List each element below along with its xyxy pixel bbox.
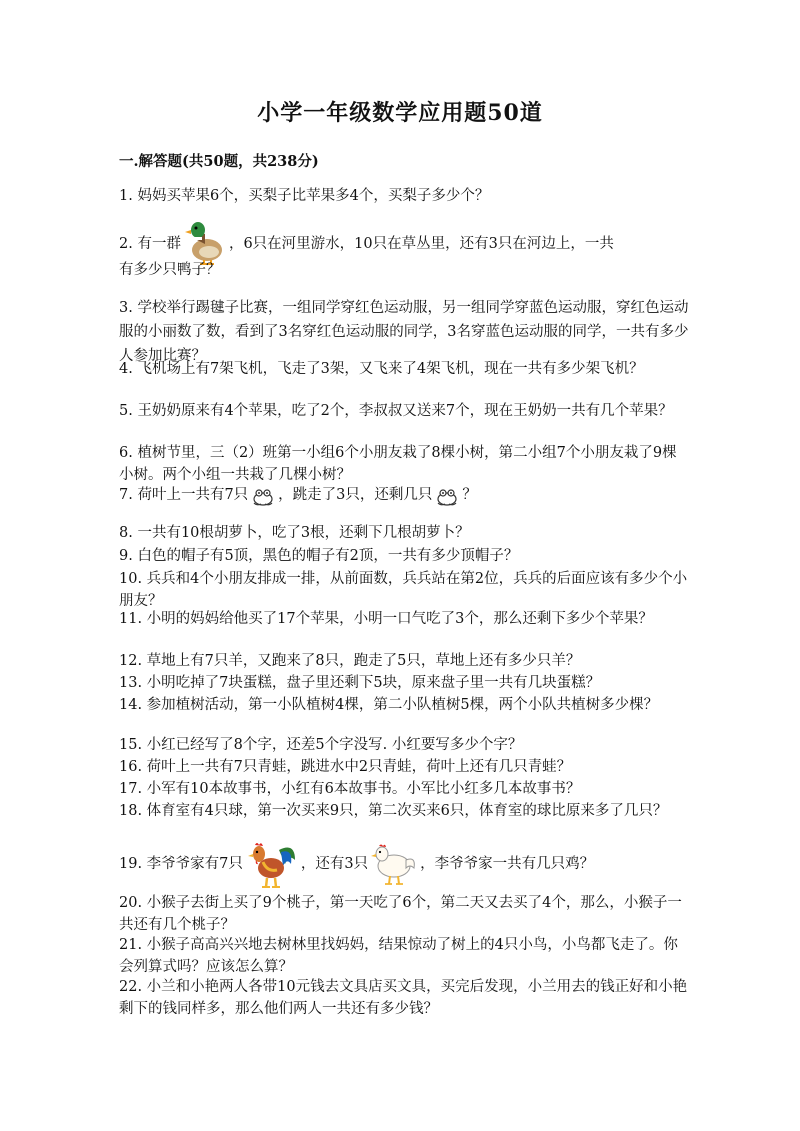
question-12: 12. 草地上有7只羊，又跑来了8只，跑走了5只，草地上还有多少只羊？ bbox=[119, 653, 581, 669]
question-8: 8. 一共有10根胡萝卜，吃了3根，还剩下几根胡萝卜？ bbox=[119, 525, 470, 541]
question-3: 3. 学校举行踢毽子比赛，一组同学穿红色运动服，另一组同学穿蓝色运动服，穿红色运动服的小丽数了数，看到了3名穿红色运动服的同学，3名穿蓝色运动服的同学，一共有多少人参加比赛？ bbox=[119, 300, 689, 364]
question-14: 14. 参加植树活动，第一小队植树4棵，第二小队植树5棵，两个小队共植树多少棵？ bbox=[119, 697, 659, 713]
question-4: 4. 飞机场上有7架飞机，飞走了3架，又飞来了4架飞机，现在一共有多少架飞机？ bbox=[119, 361, 644, 377]
hen-icon bbox=[370, 840, 418, 888]
frog-icon bbox=[251, 487, 275, 507]
rooster-icon bbox=[245, 838, 299, 890]
question-1: 1. 妈妈买苹果6个，买梨子比苹果多4个，买梨子多少个？ bbox=[119, 188, 490, 204]
question-20: 20. 小猴子去街上买了9个桃子，第一天吃了6个，第二天又去买了4个，那么，小猴子一共还有几个桃子？ bbox=[119, 895, 682, 933]
question-7-part-c: ？ bbox=[462, 487, 477, 503]
question-6: 6. 植树节里，三（2）班第一小组6个小朋友栽了8棵小树，第二小组7个小朋友栽了9棵小树。两个小组一共栽了几棵小树？ bbox=[119, 445, 677, 483]
question-22: 22. 小兰和小艳两人各带10元钱去文具店买文具，买完后发现，小兰用去的钱正好和小艳剩下的钱同样多，那么他们两人一共还有多少钱？ bbox=[119, 979, 688, 1017]
question-2-part-b: ，6只在河里游水，10只在草丛里，还有3只在河边上，一共 bbox=[228, 236, 614, 252]
question-13: 13. 小明吃掉了7块蛋糕，盘子里还剩下5块，原来盘子里一共有几块蛋糕？ bbox=[119, 675, 601, 691]
question-18: 18. 体育室有4只球，第一次买来9只，第二次买来6只，体育室的球比原来多了几只？ bbox=[119, 803, 668, 819]
frog-icon bbox=[435, 487, 459, 507]
question-10: 10. 兵兵和4个小朋友排成一排，从前面数，兵兵站在第2位，兵兵的后面应该有多少个小朋友？ bbox=[119, 571, 688, 609]
question-19-part-b: ，还有3只 bbox=[300, 856, 369, 872]
question-16: 16. 荷叶上一共有7只青蛙，跳进水中2只青蛙，荷叶上还有几只青蛙？ bbox=[119, 759, 572, 775]
question-7-part-a: 7. 荷叶上一共有7只 bbox=[119, 487, 249, 503]
question-2-part-a: 2. 有一群 bbox=[119, 236, 181, 252]
question-7 bbox=[119, 484, 689, 507]
question-2-continued: 有多少只鸭子？ bbox=[119, 262, 221, 278]
question-19 bbox=[119, 838, 689, 890]
question-9: 9. 白色的帽子有5顶，黑色的帽子有2顶，一共有多少顶帽子？ bbox=[119, 548, 519, 564]
question-19-part-a: 19. 李爷爷家有7只 bbox=[119, 856, 243, 872]
question-17: 17. 小军有10本故事书，小红有6本故事书。小军比小红多几本故事书？ bbox=[119, 781, 581, 797]
question-7-part-b: ，跳走了3只，还剩几只 bbox=[278, 487, 433, 503]
question-5: 5. 王奶奶原来有4个苹果，吃了2个，李叔叔又送来7个，现在王奶奶一共有几个苹果？ bbox=[119, 403, 673, 419]
question-15: 15. 小红已经写了8个字，还差5个字没写. 小红要写多少个字？ bbox=[119, 737, 523, 753]
question-19-part-c: ，李爷爷家一共有几只鸡？ bbox=[420, 856, 595, 872]
question-21: 21. 小猴子高高兴兴地去树林里找妈妈，结果惊动了树上的4只小鸟，小鸟都飞走了。你会列算式吗？应该怎么算？ bbox=[119, 937, 678, 975]
section-heading: 一.解答题(共50题，共238分) bbox=[119, 153, 319, 170]
question-11: 11. 小明的妈妈给他买了17个苹果，小明一口气吃了3个，那么还剩下多少个苹果？ bbox=[119, 611, 653, 627]
page-title: 小学一年级数学应用题50道 bbox=[257, 100, 543, 126]
